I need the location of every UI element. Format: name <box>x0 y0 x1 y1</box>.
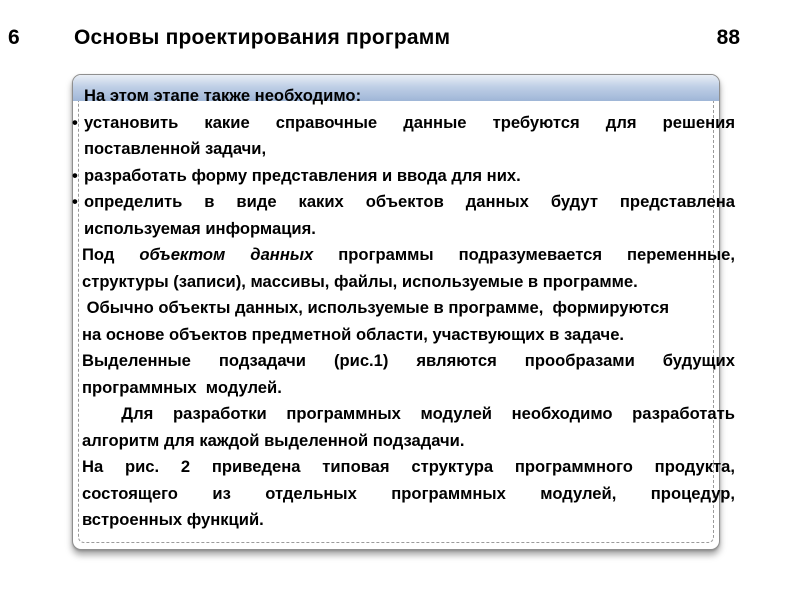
paragraph-line: структуры (записи), массивы, файлы, используемые в программе. <box>82 271 638 291</box>
bullet-line: установить какие справочные данные требуются для решения <box>84 112 735 132</box>
paragraph-line: Для разработки программных модулей необходимо разработать <box>82 404 735 423</box>
page-title: Основы проектирования программ <box>74 26 451 49</box>
paragraph-structure <box>82 454 735 534</box>
text-span: программы подразумевается переменные, <box>313 245 735 264</box>
text-span: Под <box>82 245 140 264</box>
italic-term: объектом данных <box>139 245 314 264</box>
intro-line: На этом этапе также необходимо: <box>84 86 362 105</box>
content-text <box>72 83 735 534</box>
page-number: 88 <box>716 26 740 49</box>
bullet-icon: • <box>72 165 78 185</box>
paragraph-line: алгоритм для каждой выделенной подзадачи. <box>82 430 465 450</box>
paragraph-line: Обычно объекты данных, используемые в программе, формируются <box>82 298 670 317</box>
paragraph-algorithm <box>82 401 735 454</box>
paragraph-data-objects <box>82 242 735 295</box>
bullet-line: используемая информация. <box>84 218 316 238</box>
bullet-icon: • <box>72 192 78 211</box>
paragraph-formed <box>82 295 735 348</box>
paragraph-line: состоящего из отдельных программных модулей, процедур, <box>82 483 735 503</box>
bullet-reference-data <box>72 110 735 163</box>
paragraph-line: встроенных функций. <box>82 510 264 529</box>
paragraph-line <box>82 242 735 269</box>
bullet-icon: • <box>72 112 78 132</box>
paragraph-line: программных модулей. <box>82 377 282 397</box>
paragraph-line: На рис. 2 приведена типовая структура программного продукта, <box>82 457 735 476</box>
paragraph-line: на основе объектов предметной области, участвующих в задаче. <box>82 324 625 344</box>
bullet-line: определить в виде каких объектов данных будут представлена <box>84 192 735 211</box>
paragraph-line: Выделенные подзадачи (рис.1) являются прообразами будущих <box>82 351 735 370</box>
bullet-line: поставленной задачи, <box>84 139 267 158</box>
bullet-input-form <box>72 163 735 190</box>
bullet-line: разработать форму представления и ввода для них. <box>84 165 521 185</box>
bullet-data-objects <box>72 189 735 242</box>
chapter-number: 6 <box>8 26 20 49</box>
paragraph-subtasks <box>82 348 735 401</box>
